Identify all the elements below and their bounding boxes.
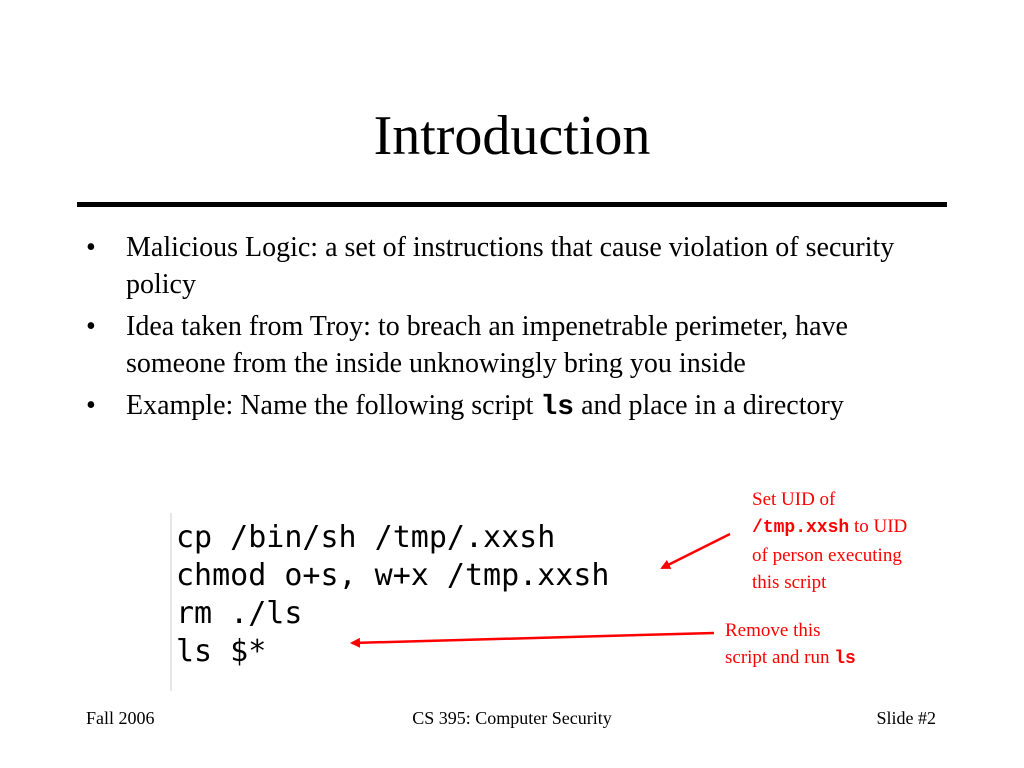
- inline-code-ls: ls: [540, 392, 575, 423]
- arrow-to-rm-line: [352, 633, 714, 643]
- annotation-code: ls: [834, 649, 856, 669]
- bullet-marker: •: [86, 232, 96, 263]
- annotation-line: this script: [752, 572, 827, 593]
- bullet-text: Malicious Logic: a set of instructions that cause violation of security policy: [126, 232, 895, 300]
- footer-term: Fall 2006: [86, 708, 155, 728]
- bullet-text-after: and place in a directory: [574, 390, 844, 421]
- code-line: ls $*: [176, 634, 267, 669]
- annotation-line: of person executing: [752, 545, 902, 566]
- annotation-line: Remove this: [725, 620, 821, 641]
- arrow-to-chmod-line: [662, 534, 730, 568]
- annotation-code: /tmp.xxsh: [752, 518, 850, 538]
- bullet-text: Idea taken from Troy: to breach an impenetrable perimeter, have someone from the inside unknowingly bring you inside: [126, 311, 848, 379]
- slide-title: Introduction: [373, 105, 651, 167]
- annotation-text: to UID: [849, 516, 908, 537]
- annotation-line: Set UID of: [752, 489, 836, 510]
- bullet-marker: •: [86, 390, 96, 421]
- footer-course: CS 395: Computer Security: [412, 708, 612, 728]
- code-line: cp /bin/sh /tmp/.xxsh: [176, 520, 556, 555]
- bullet-text-before: Example: Name the following script: [126, 390, 541, 421]
- annotation-text: script and run: [725, 647, 835, 668]
- code-line: rm ./ls: [176, 596, 303, 631]
- bullet-marker: •: [86, 311, 96, 342]
- code-line: chmod o+s, w+x /tmp.xxsh: [176, 558, 610, 593]
- footer-slide-number: Slide #2: [876, 708, 936, 728]
